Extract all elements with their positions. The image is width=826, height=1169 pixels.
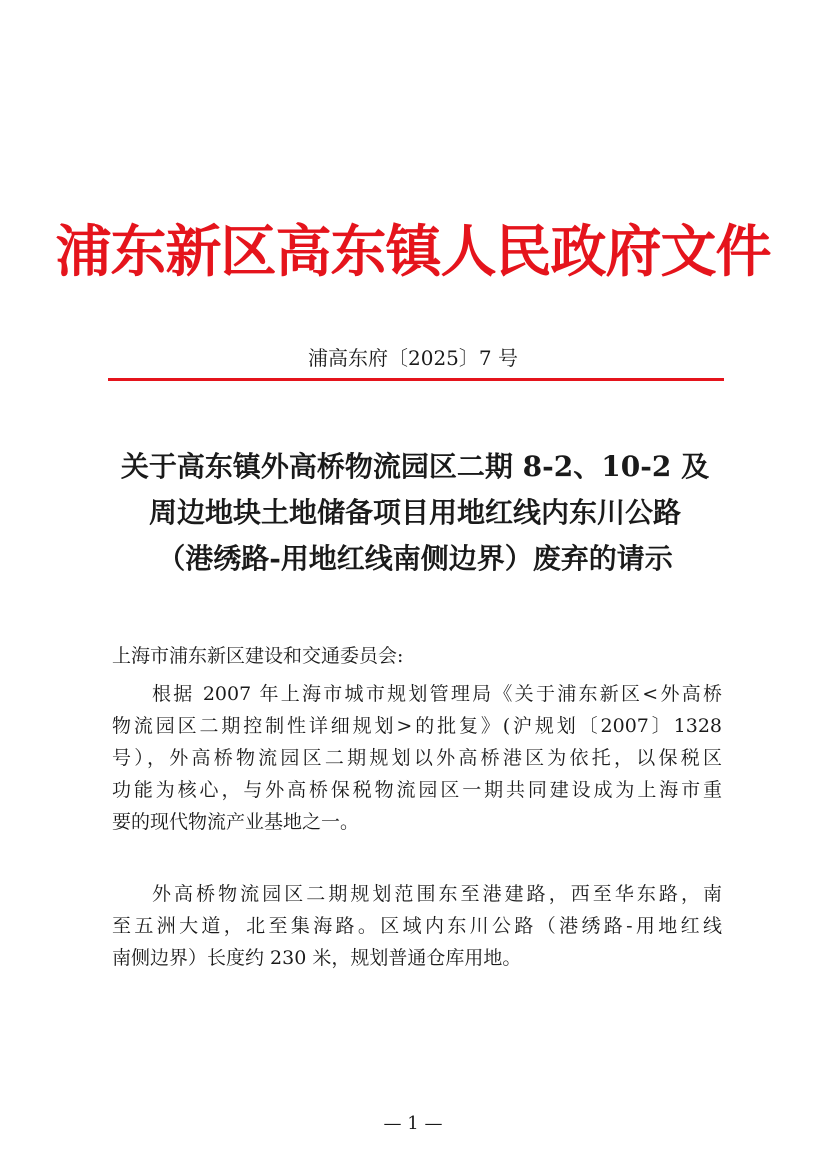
page-number: — 1 — bbox=[383, 1113, 443, 1134]
salutation: 上海市浦东新区建设和交通委员会: bbox=[112, 645, 404, 667]
paragraph-line: 号），外高桥物流园区二期规划以外高桥港区为依托，以保税区 bbox=[112, 747, 722, 769]
red-divider-line bbox=[108, 378, 724, 381]
document-header-title: 浦东新区高东镇人民政府文件 bbox=[55, 219, 771, 285]
subject-line: 关于高东镇外高桥物流园区二期 8-2、10-2 及 bbox=[120, 450, 710, 483]
paragraph-line: 至五洲大道，北至集海路。区域内东川公路（港绣路-用地红线 bbox=[112, 915, 722, 937]
document-number: 浦高东府〔2025〕7 号 bbox=[308, 346, 518, 370]
subject-line: 周边地块土地储备项目用地红线内东川公路 bbox=[148, 496, 681, 529]
document-subject bbox=[100, 444, 730, 582]
paragraph-line: 南侧边界）长度约 230 米，规划普通仓库用地。 bbox=[112, 947, 522, 969]
paragraph-line: 根据 2007 年上海市城市规划管理局《关于浦东新区<外高桥 bbox=[152, 683, 722, 705]
paragraph-line: 外高桥物流园区二期规划范围东至港建路，西至华东路，南 bbox=[152, 883, 722, 905]
paragraph-line: 物流园区二期控制性详细规划>的批复》(沪规划〔2007〕1328 bbox=[112, 715, 722, 737]
subject-line: （港绣路-用地红线南侧边界）废弃的请示 bbox=[157, 542, 673, 575]
paragraph-line: 功能为核心，与外高桥保税物流园区一期共同建设成为上海市重 bbox=[112, 779, 722, 801]
body-paragraph-2 bbox=[112, 878, 722, 974]
body-paragraph-1 bbox=[112, 678, 722, 838]
paragraph-line: 要的现代物流产业基地之一。 bbox=[112, 811, 360, 833]
